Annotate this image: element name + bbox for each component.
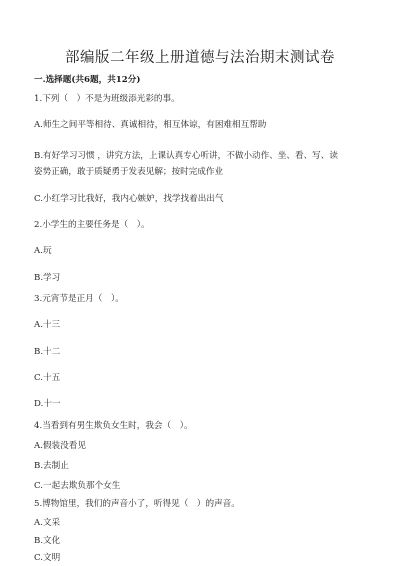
- question-3-option-b: B.十二: [34, 347, 61, 357]
- question-2-option-b: B.学习: [34, 273, 61, 283]
- question-5-option-b: B.文化: [34, 536, 61, 546]
- question-2-stem: 2.小学生的主要任务是（ ）。: [34, 220, 150, 230]
- question-3-option-c: C.十五: [34, 373, 61, 383]
- question-3-option-a: A.十三: [34, 320, 61, 330]
- question-4-stem: 4.当看到有男生欺负女生时，我会（ ）。: [34, 421, 193, 431]
- question-2-option-a: A.玩: [34, 246, 52, 256]
- section-heading: 一.选择题(共6题，共12分): [34, 75, 141, 85]
- question-4-option-b: B.去制止: [34, 461, 69, 471]
- question-5-option-a: A.文采: [34, 518, 61, 528]
- exam-title: 部编版二年级上册道德与法治期末测试卷: [65, 50, 335, 66]
- question-1-option-b: B.有好学习习惯 ，讲究方法，上课认真专心听讲，不做小动作、坐、看、写、读姿势正确，敢于质疑勇于发表见解；按时完成作业: [34, 151, 338, 177]
- question-4-option-a: A.假装没看见: [34, 441, 86, 451]
- question-3-option-d: D.十一: [34, 399, 61, 409]
- question-4-option-c: C.一起去欺负那个女生: [34, 481, 121, 491]
- question-1-option-c: C.小红学习比我好，我内心嫉妒，找学找着出出气: [34, 194, 224, 204]
- question-5-stem: 5.博物馆里，我们的声音小了，听得见（ ）的声音。: [34, 499, 240, 509]
- question-1-option-a: A.师生之间平等相待、真诚相待，相互体谅，有困难相互帮助: [34, 120, 267, 130]
- question-3-stem: 3.元宵节是正月（ ）。: [34, 294, 124, 304]
- question-5-option-c: C.文明: [34, 553, 61, 563]
- question-1-stem: 1.下列（ ）不是为班级添光彩的事。: [34, 94, 180, 104]
